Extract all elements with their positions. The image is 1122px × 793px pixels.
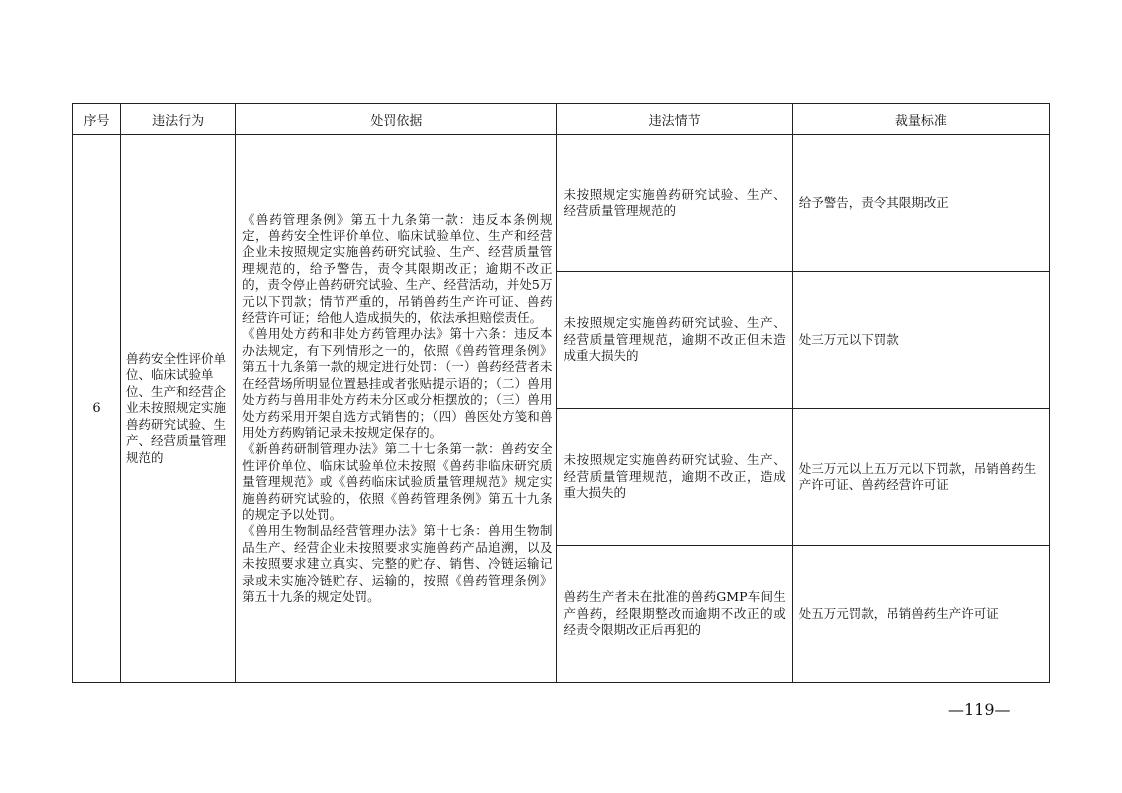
header-basis: 处罚依据: [236, 104, 557, 135]
basis-paragraph: 《兽药管理条例》第五十九条第一款：违反本条例规定，兽药安全性评价单位、临床试验单位、生产和经营企业未按照规定实施兽药研究试验、生产、经营质量管理规范的，给予警告，责令其限期改正；逾期不改正的，责令停止兽药研究试验、生产、经营活动，并处5万元以下罚款；情节严重的，吊销兽药生产许可证、兽药经营许可证；给他人造成损失的，依法承担赔偿责任。: [242, 211, 553, 326]
page-number: —119—: [948, 700, 1011, 719]
basis-paragraph: 《兽用处方药和非处方药管理办法》第十六条：违反本办法规定，有下列情形之一的，依照《兽药管理条例》第五十九条第一款的规定进行处罚：（一）兽药经营者未在经营场所明显位置悬挂或者张贴提示语的；（二）兽用处方药与兽用非处方药未分区或分柜摆放的；（三）兽用处方药采用开架自选方式销售的；（四）兽医处方笺和兽用处方药购销记录未按规定保存的。: [242, 326, 553, 440]
basis-cell: [236, 135, 557, 683]
circumstance-text: 未按照规定实施兽药研究试验、生产、经营质量管理规范，逾期不改正，造成重大损失的: [557, 409, 792, 546]
standard-text: 处五万元罚款，吊销兽药生产许可证: [792, 546, 1049, 683]
header-row: [73, 104, 1050, 135]
header-violation: 违法行为: [121, 104, 236, 135]
circumstance-text: 未按照规定实施兽药研究试验、生产、经营质量管理规范的: [557, 135, 792, 272]
circumstance-text: 兽药生产者未在批准的兽药GMP车间生产兽药，经限期整改而逾期不改正的或经责令限期改正后再犯的: [557, 546, 792, 683]
standard-text: 给予警告，责令其限期改正: [792, 135, 1049, 272]
header-standard: 裁量标准: [792, 104, 1049, 135]
basis-paragraph: 《兽用生物制品经营管理办法》第十七条：兽用生物制品生产、经营企业未按照要求实施兽药产品追溯，以及未按照要求建立真实、完整的贮存、销售、冷链运输记录或未实施冷链贮存、运输的，按照《兽药管理条例》第五十九条的规定处罚。: [242, 523, 553, 604]
table-row: [73, 135, 1050, 272]
penalty-table: [72, 103, 1050, 683]
basis-paragraph: 《新兽药研制管理办法》第二十七条第一款：兽药安全性评价单位、临床试验单位未按照《兽药非临床研究质量管理规范》或《兽药临床试验质量管理规范》规定实施兽药研究试验的，依照《兽药管理条例》第五十九条的规定予以处罚。: [242, 441, 553, 522]
violation-text: 兽药安全性评价单位、临床试验单位、生产和经营企业未按照规定实施兽药研究试验、生产、经营质量管理规范的: [121, 135, 236, 683]
header-circumstance: 违法情节: [557, 104, 792, 135]
standard-text: 处三万元以下罚款: [792, 272, 1049, 409]
standard-text: 处三万元以上五万元以下罚款，吊销兽药生产许可证、兽药经营许可证: [792, 409, 1049, 546]
row-number: 6: [73, 135, 121, 683]
circumstance-text: 未按照规定实施兽药研究试验、生产、经营质量管理规范，逾期不改正但未造成重大损失的: [557, 272, 792, 409]
header-number: 序号: [73, 104, 121, 135]
